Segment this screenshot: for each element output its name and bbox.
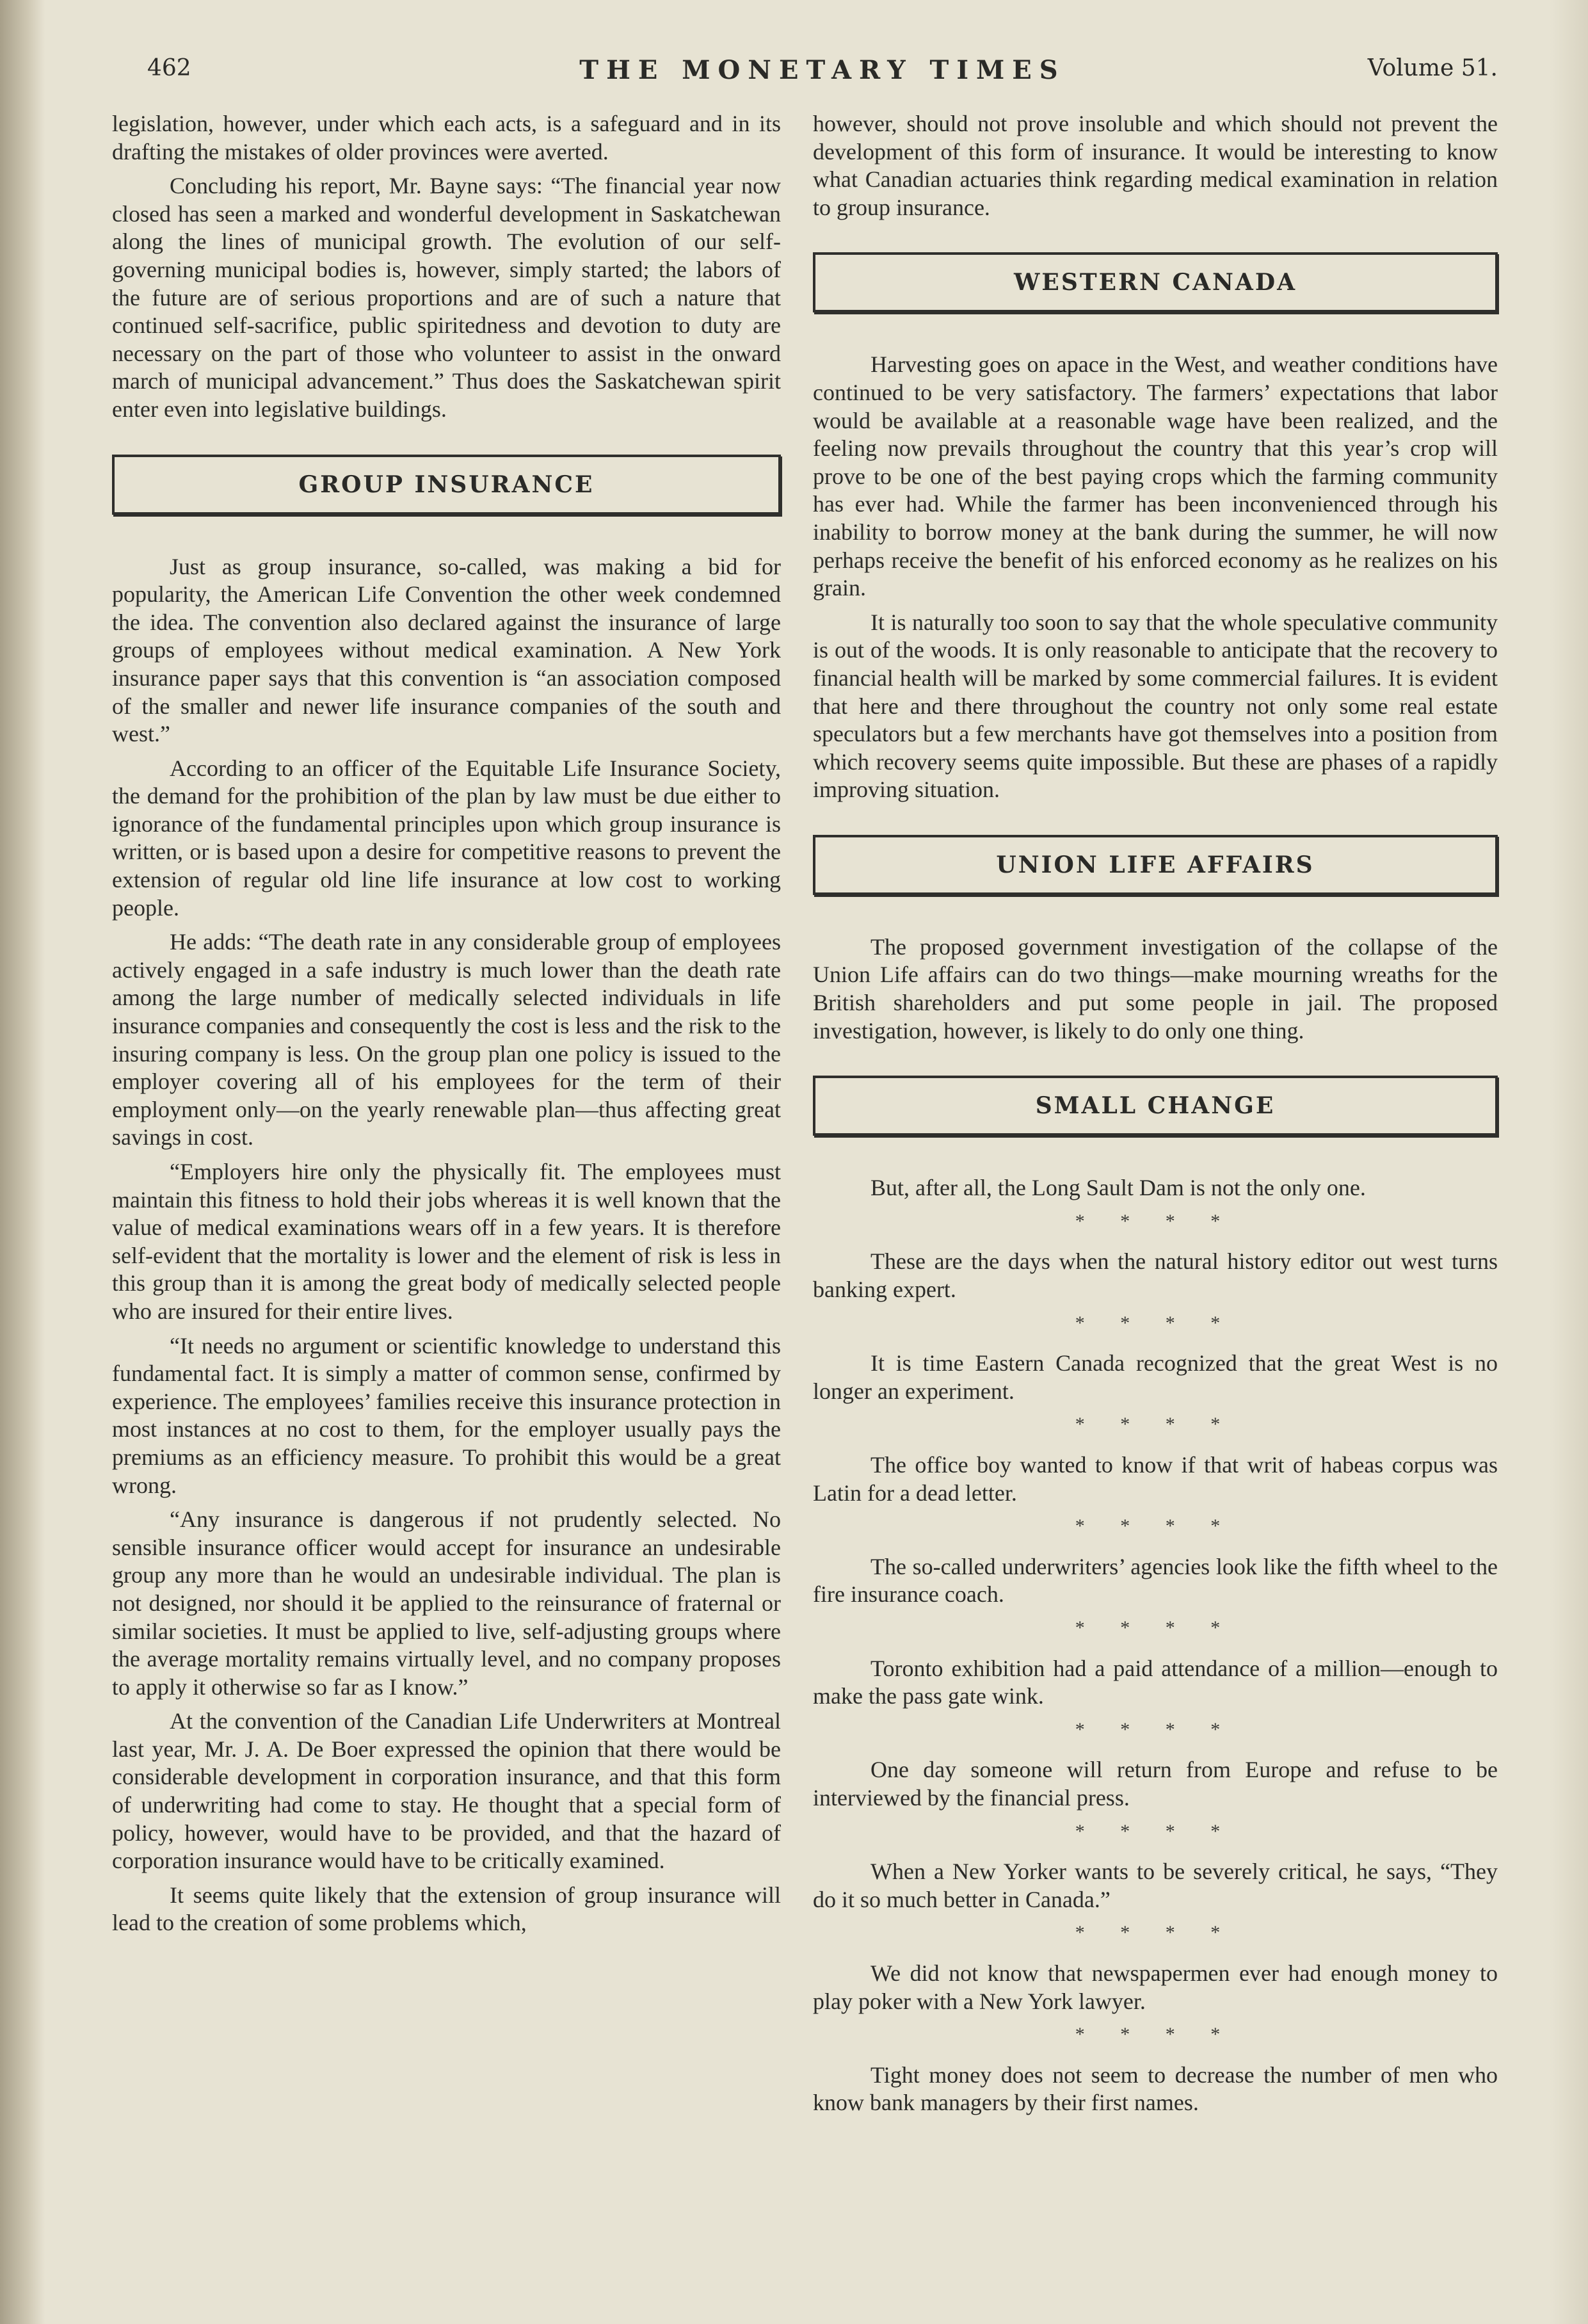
right-column (813, 110, 1498, 2122)
volume-label: Volume 51. (1367, 55, 1498, 81)
left-column (112, 110, 781, 1944)
separator-stars: * * * * (1075, 1718, 1236, 1740)
section-heading-western-canada: WESTERN CANADA (813, 252, 1498, 312)
small-change-item: Toronto exhibition had a paid attendance of a million—enough to make the pass gate wink. (813, 1655, 1498, 1709)
paragraph: Just as group insurance, so-called, was making a bid for popularity, the American Life Convention the other week condemned the idea. The convention also declared against the insurance of large groups of employees without medical examination. A New York insurance paper says that this convention is “an association composed of the smaller and newer life insurance companies of the south and west.” (112, 553, 781, 747)
small-change-item: It is time Eastern Canada recognized that the great West is no longer an experiment. (813, 1350, 1498, 1404)
small-change-item: One day someone will return from Europe and refuse to be interviewed by the financial press. (813, 1757, 1498, 1811)
separator-stars: * * * * (1075, 1210, 1236, 1232)
paragraph: At the convention of the Canadian Life Underwriters at Montreal last year, Mr. J. A. De Boer expressed the opinion that there would be considerable development in corporation insurance, and that this form of underwriting had come to stay. He thought that a special form of policy, however, would have to be provided, and that the hazard of corporation insurance would have to be critically examined. (112, 1708, 781, 1874)
paragraph: legislation, however, under which each acts, is a safeguard and in its drafting the mistakes of older provinces were averted. (112, 111, 781, 165)
paragraph: He adds: “The death rate in any considerable group of employees actively engaged in a safe industry is much lower than the death rate among the large number of medically selected individuals in life insurance companies and consequently the cost is less and the risk to the insuring company is less. On the group plan one policy is issued to the employer covering all of his employees for the term of their employment only—on the yearly renewable plan—thus affecting great savings in cost. (112, 929, 781, 1150)
page-binding-shadow (0, 0, 45, 2324)
paragraph: Concluding his report, Mr. Bayne says: “The financial year now closed has seen a marked and wonderful development in Saskatchewan along the lines of municipal growth. The evolution of our self-governing municipal bodies is, however, simply started; the labors of the future are of serious proportions and are of such a nature that continued self-sacrifice, public spiritedness and devotion to duty are necessary on the part of those who volunteer to assist in the onward march of municipal advancement.” Thus does the Saskatchewan spirit enter even into legislative buildings. (112, 173, 781, 422)
paragraph: It is naturally too soon to say that the whole speculative community is out of the woods. It is only reasonable to anticipate that the recovery to financial health will be marked by some commercial failures. It is evident that here and there throughout the country not only some real estate speculators but a few merchants have got themselves into a position from which recovery seems quite impossible. But these are phases of a rapidly improving situation. (813, 609, 1498, 803)
publication-title: THE MONETARY TIMES (579, 55, 1066, 85)
small-change-item: The so-called underwriters’ agencies look like the fifth wheel to the fire insurance coach. (813, 1553, 1498, 1608)
small-change-item: These are the days when the natural history editor out west turns banking expert. (813, 1248, 1498, 1303)
separator-stars: * * * * (1075, 1414, 1236, 1435)
small-change-item: When a New Yorker wants to be severely critical, he says, “They do it so much better in Canada.” (813, 1859, 1498, 1912)
page-header (147, 52, 1498, 91)
small-change-item: But, after all, the Long Sault Dam is not the only one. (870, 1175, 1366, 1201)
page-edge-shadow (1550, 0, 1588, 2324)
separator-stars: * * * * (1075, 1515, 1236, 1537)
small-change-item: We did not know that newspapermen ever had enough money to play poker with a New York lawyer. (813, 1960, 1498, 2014)
separator-stars: * * * * (1075, 1312, 1236, 1334)
paragraph: Harvesting goes on apace in the West, and weather conditions have continued to be very satisfactory. The farmers’ expectations that labor would be available at a reasonable wage have been realized, and the feeling now prevails throughout the country that this year’s crop will prove to be one of the best paying crops which the farming community has ever had. While the farmer has been inconvenienced through his inability to borrow money at the bank during the summer, he will now perhaps receive the benefit of his enforced economy as he realizes on his grain. (813, 351, 1498, 601)
page-number: 462 (147, 55, 191, 81)
separator-stars: * * * * (1075, 1820, 1236, 1842)
paragraph: “Employers hire only the physically fit. The employees must maintain this fitness to hold their jobs whereas it is well known that the value of medical examinations wears off in a few years. It is therefore self-evident that the mortality is lower and the element of risk is less in this group than it is among the great body of medically selected people who are insured for their entire lives. (112, 1159, 781, 1324)
small-change-item: The office boy wanted to know if that writ of habeas corpus was Latin for a dead letter. (813, 1452, 1498, 1506)
section-heading-union-life-affairs: UNION LIFE AFFAIRS (813, 835, 1498, 895)
paragraph: however, should not prove insoluble and which should not prevent the development of this form of insurance. It would be interesting to know what Canadian actuaries think regarding medical examination in relation to group insurance. (813, 111, 1498, 220)
section-heading-small-change: SMALL CHANGE (813, 1076, 1498, 1136)
separator-stars: * * * * (1075, 1922, 1236, 1944)
small-change-item: Tight money does not seem to decrease the number of men who know bank managers by their first names. (813, 2062, 1498, 2116)
section-heading-group-insurance: GROUP INSURANCE (112, 455, 781, 515)
paragraph: “It needs no argument or scientific knowledge to understand this fundamental fact. It is simply a matter of common sense, confirmed by experience. The employees’ families receive this insurance protection in most instances at no cost to them, for the employer usually pays the premiums as an efficiency measure. To prohibit this would be a great wrong. (112, 1332, 781, 1498)
paragraph: “Any insurance is dangerous if not prudently selected. No sensible insurance officer would accept for insurance an undesirable group any more than he would an undesirable individual. The plan is not designed, nor should it be applied to the reinsurance of fraternal or similar societies. It must be applied to live, self-adjusting groups where the average mortality remains virtually level, and no company proposes to apply it otherwise so far as I know.” (112, 1506, 781, 1700)
paragraph: The proposed government investigation of the collapse of the Union Life affairs can do two things—make mourning wreaths for the British shareholders and put some people in jail. The proposed investigation, however, is likely to do only one thing. (813, 933, 1498, 1044)
separator-stars: * * * * (1075, 1617, 1236, 1638)
separator-stars: * * * * (1075, 2024, 1236, 2046)
paragraph: According to an officer of the Equitable Life Insurance Society, the demand for the prohibition of the plan by law must be due either to ignorance of the fundamental principles upon which group insurance is written, or is based upon a desire for competitive reasons to prevent the extension of regular old line life insurance at low cost to working people. (112, 755, 781, 921)
paragraph: It seems quite likely that the extension of group insurance will lead to the creation of some problems which, (112, 1882, 781, 1936)
